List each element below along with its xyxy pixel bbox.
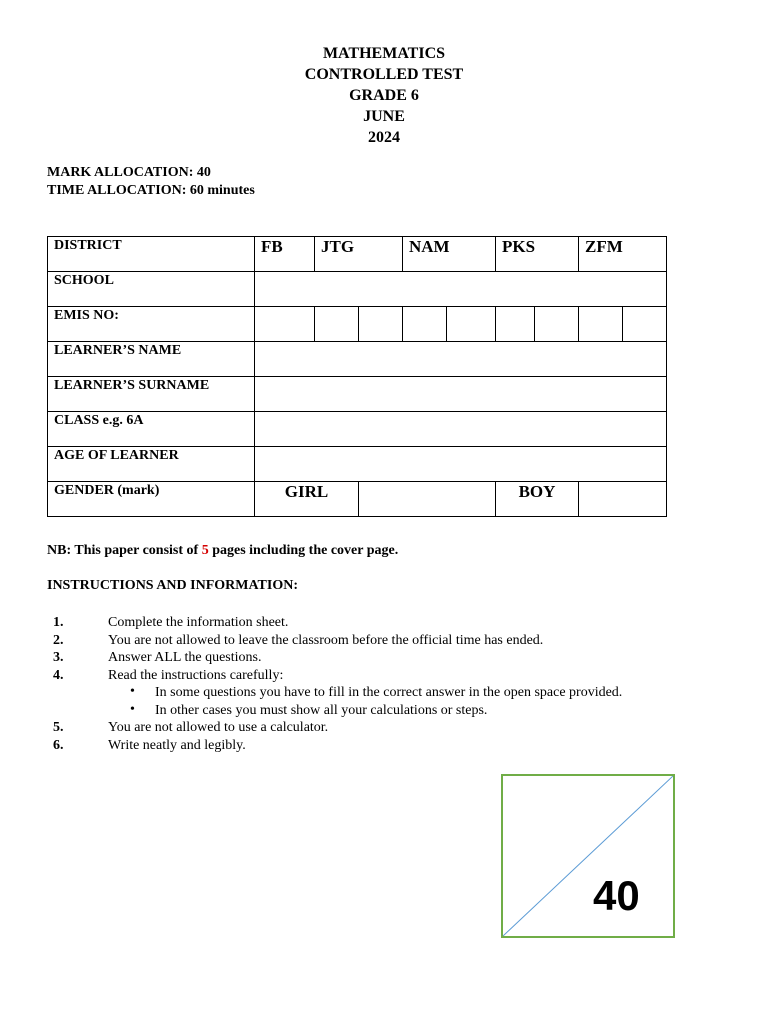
item-text: You are not allowed to leave the classroom before the official time has ended. [108, 632, 544, 648]
list-item [47, 737, 747, 755]
item-number: 6. [53, 737, 64, 753]
school-label: SCHOOL [48, 272, 255, 307]
emis-digit-box[interactable] [623, 307, 667, 342]
list-item [47, 719, 747, 737]
diagonal-line [503, 776, 673, 936]
learner-info-table [47, 236, 667, 517]
district-option-fb[interactable]: FB [255, 237, 315, 272]
item-number: 5. [53, 720, 64, 735]
title-test-type: CONTROLLED TEST [304, 66, 464, 83]
gender-label: GENDER (mark) [48, 482, 255, 517]
instructions-heading: INSTRUCTIONS AND INFORMATION: [47, 578, 298, 593]
item-text: Write neatly and legibly. [108, 737, 246, 753]
emis-label: EMIS NO: [48, 307, 255, 342]
class-field[interactable] [255, 412, 667, 447]
emis-digit-box[interactable] [579, 307, 623, 342]
sub-list [108, 684, 747, 719]
learner-surname-field[interactable] [255, 377, 667, 412]
emis-digit-box[interactable] [359, 307, 403, 342]
district-label: DISTRICT [48, 237, 255, 272]
gender-girl-label: GIRL [255, 482, 359, 517]
list-item [47, 667, 747, 720]
nb-prefix: NB: This paper consist of [47, 543, 202, 558]
title-subject: MATHEMATICS [322, 45, 446, 62]
age-row [48, 447, 667, 482]
title-grade: GRADE 6 [349, 87, 419, 104]
emis-digit-box[interactable] [255, 307, 315, 342]
instructions-list [47, 614, 747, 754]
allocation-block [47, 164, 255, 200]
item-text: Answer ALL the questions. [108, 650, 262, 665]
bullet-icon: • [130, 701, 135, 717]
district-option-nam[interactable]: NAM [403, 237, 496, 272]
test-title [0, 43, 768, 148]
total-mark-value: 40 [593, 872, 640, 919]
list-item [47, 649, 747, 667]
district-option-zfm[interactable]: ZFM [579, 237, 667, 272]
name-row [48, 342, 667, 377]
gender-boy-label: BOY [496, 482, 579, 517]
emis-row [48, 307, 667, 342]
emis-digit-box[interactable] [496, 307, 535, 342]
bullet-icon: • [130, 684, 135, 699]
item-number: 3. [53, 650, 64, 665]
sub-item-text: In some questions you have to fill in the correct answer in the open space provided. [155, 685, 623, 700]
nb-page-count: 5 [201, 543, 209, 558]
gender-row [48, 482, 667, 517]
title-year: 2024 [368, 129, 400, 146]
sub-item-text: In other cases you must show all your calculations or steps. [155, 702, 488, 718]
learner-surname-label: LEARNER’S SURNAME [48, 377, 255, 412]
school-row [48, 272, 667, 307]
title-month: JUNE [363, 108, 405, 125]
time-allocation: TIME ALLOCATION: 60 minutes [47, 183, 255, 198]
emis-digit-box[interactable] [535, 307, 579, 342]
nb-note [47, 543, 398, 559]
class-row [48, 412, 667, 447]
district-row [48, 237, 667, 272]
learner-name-label: LEARNER’S NAME [48, 342, 255, 377]
emis-digit-box[interactable] [447, 307, 496, 342]
nb-suffix: pages including the cover page. [208, 543, 399, 558]
mark-allocation: MARK ALLOCATION: 40 [47, 165, 211, 180]
learner-name-field[interactable] [255, 342, 667, 377]
item-text: You are not allowed to use a calculator. [108, 720, 329, 735]
item-number: 2. [53, 632, 64, 648]
list-item [47, 614, 747, 632]
item-text: Complete the information sheet. [108, 615, 289, 630]
list-item [47, 632, 747, 650]
item-number: 1. [53, 615, 64, 630]
sub-list-item [108, 702, 747, 720]
surname-row [48, 377, 667, 412]
total-mark-box [501, 774, 675, 938]
gender-girl-box[interactable] [359, 482, 496, 517]
gender-boy-box[interactable] [579, 482, 667, 517]
class-label: CLASS e.g. 6A [48, 412, 255, 447]
age-label: AGE OF LEARNER [48, 447, 255, 482]
emis-digit-box[interactable] [315, 307, 359, 342]
district-option-pks[interactable]: PKS [496, 237, 579, 272]
item-number: 4. [53, 667, 64, 683]
school-field[interactable] [255, 272, 667, 307]
item-text: Read the instructions carefully: [108, 667, 284, 683]
district-option-jtg[interactable]: JTG [315, 237, 403, 272]
sub-list-item [108, 684, 747, 702]
age-field[interactable] [255, 447, 667, 482]
emis-digit-box[interactable] [403, 307, 447, 342]
